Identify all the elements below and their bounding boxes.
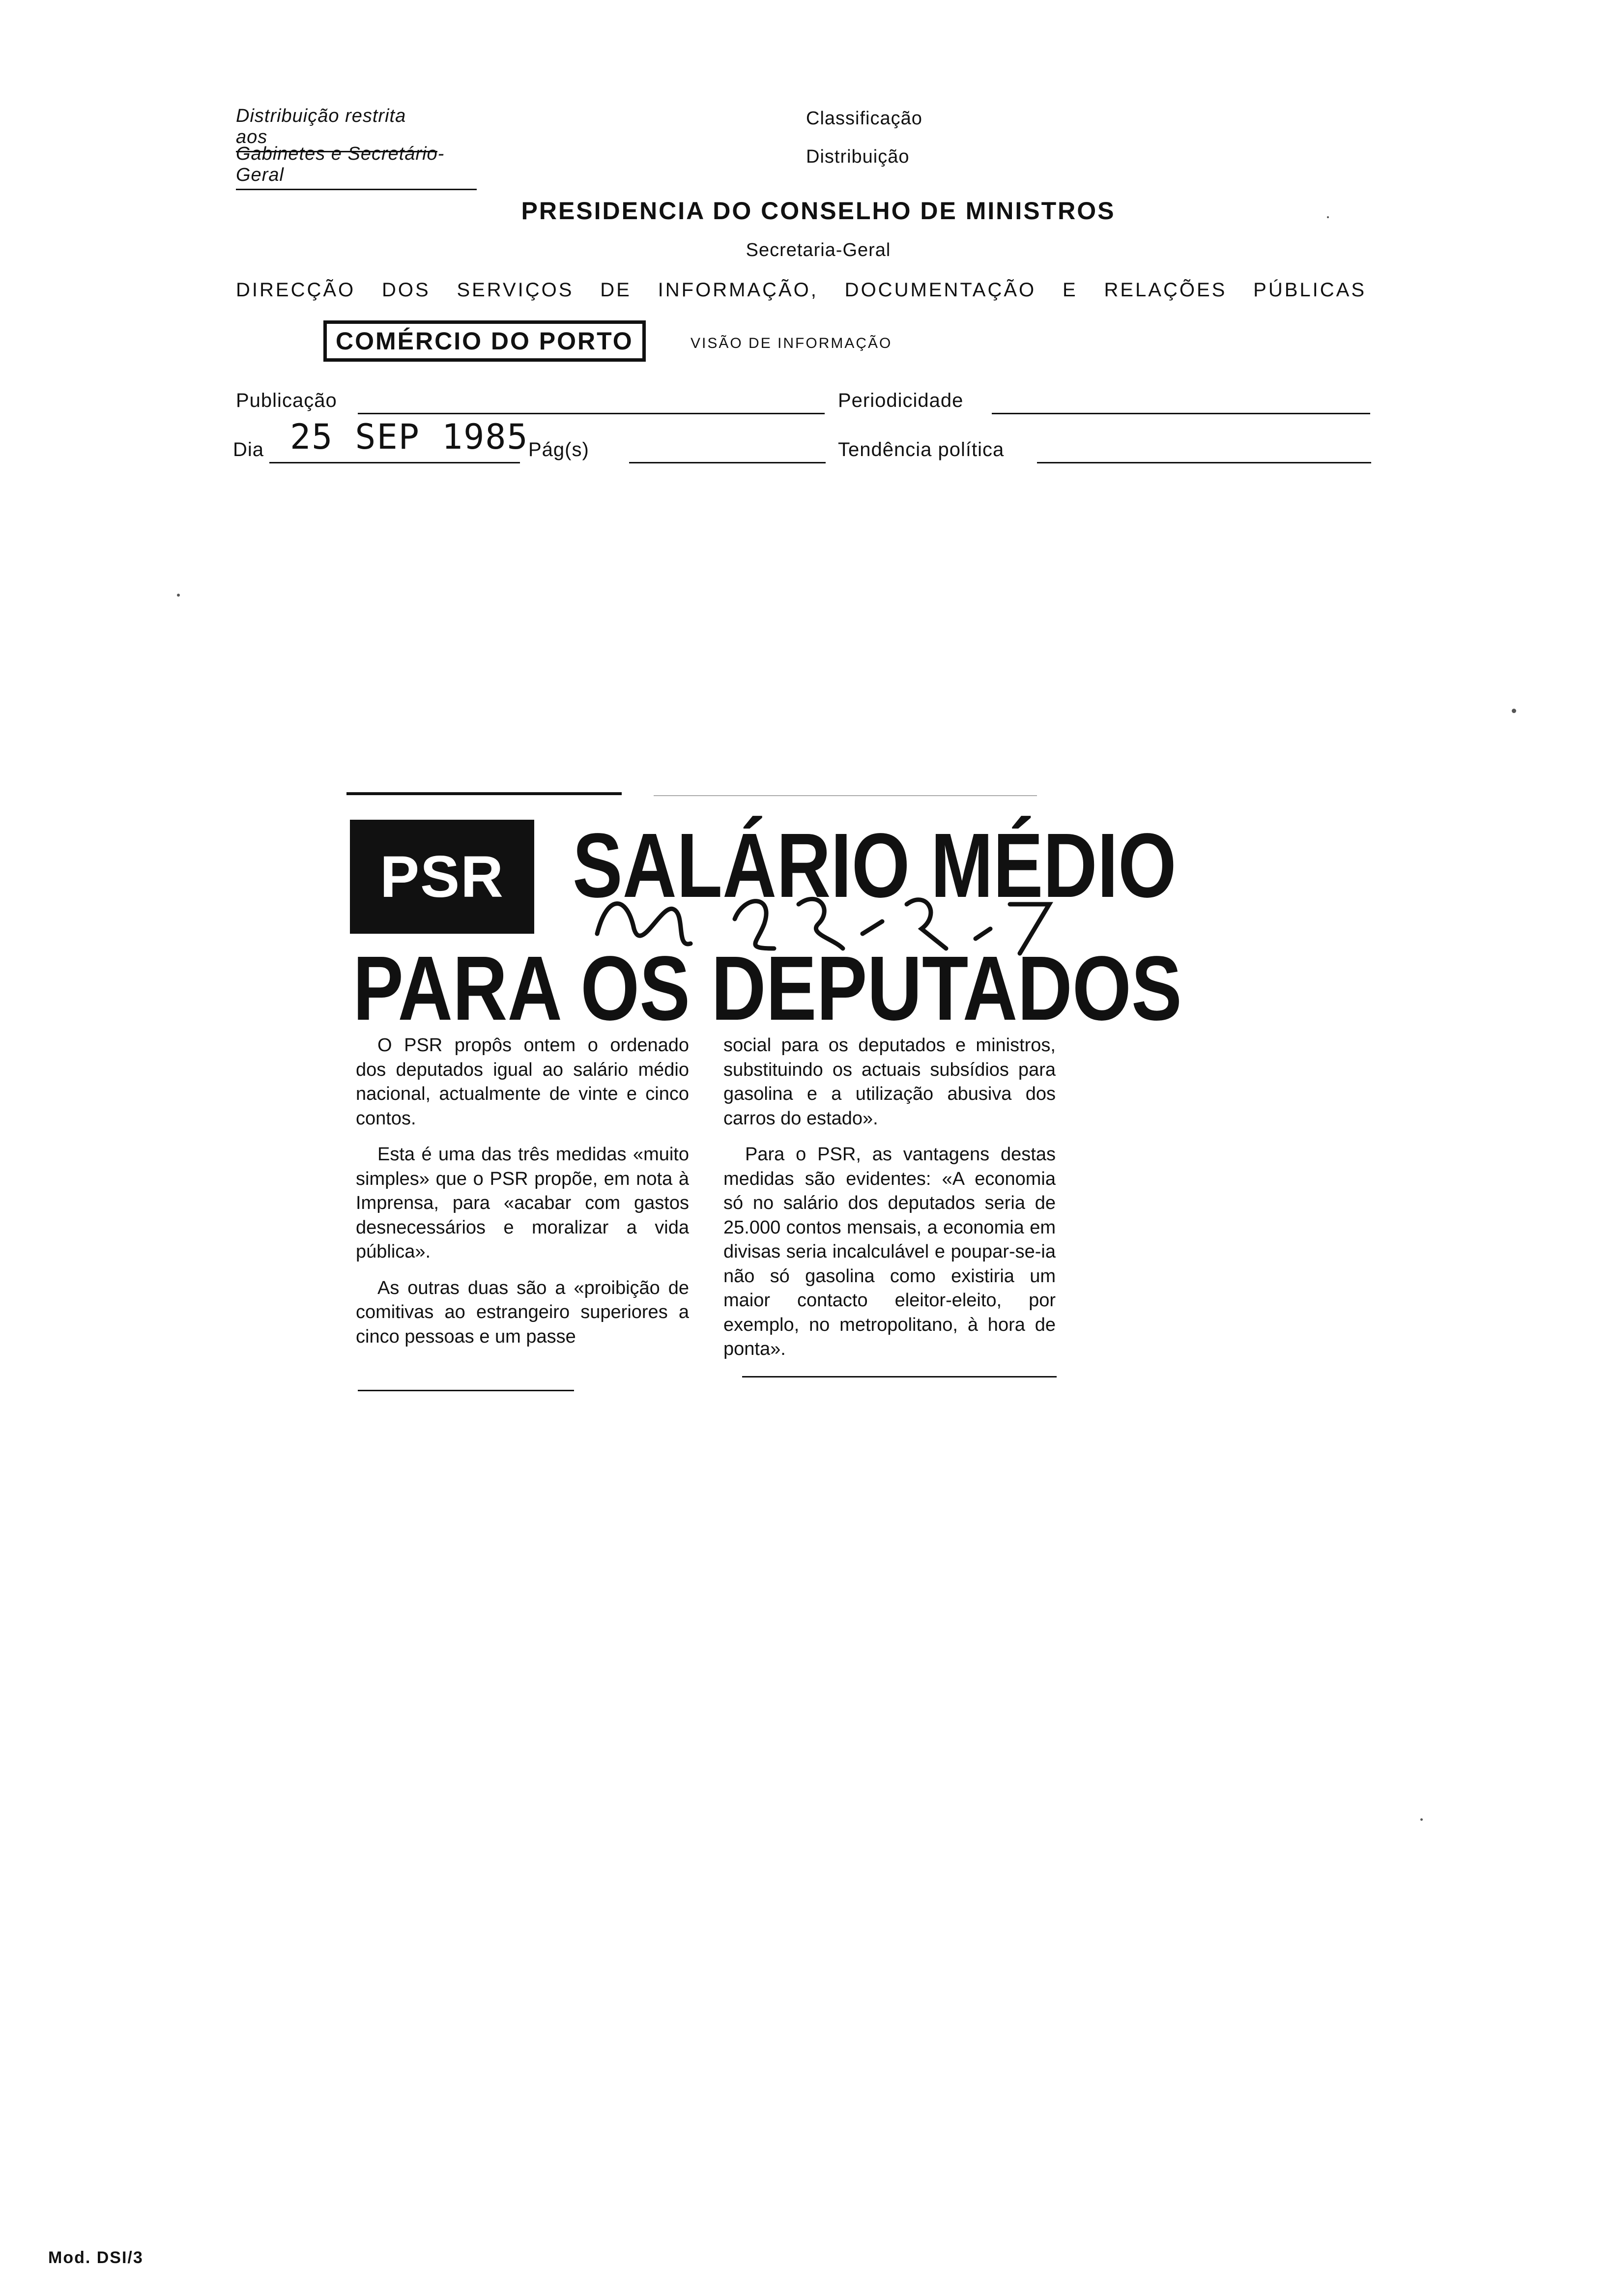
scan-speck <box>1420 1818 1423 1821</box>
distribution-line-2: Gabinetes e Secretário-Geral <box>236 144 477 190</box>
classificacao-label: Classificação <box>806 108 922 129</box>
scan-speck <box>1512 709 1516 713</box>
bottom-rule-left <box>358 1390 574 1391</box>
page-title: PRESIDENCIA DO CONSELHO DE MINISTROS <box>521 197 1116 225</box>
newspaper-stamp: COMÉRCIO DO PORTO <box>323 320 646 362</box>
divisao-label: VISÃO DE INFORMAÇÃO <box>691 335 892 351</box>
article-paragraph: social para os deputados e ministros, substituindo os actuais subsídios para gasolina e a utilização abusiva dos carros do estado». <box>723 1035 1056 1129</box>
scan-speck <box>1327 216 1329 218</box>
page-subtitle: Secretaria-Geral <box>746 240 891 260</box>
publicacao-field <box>358 393 825 414</box>
dia-label: Dia <box>233 439 264 460</box>
article-left-column <box>356 1033 689 1349</box>
distribuicao-label: Distribuição <box>806 146 910 167</box>
article-right-column <box>723 1033 1056 1362</box>
pags-label: Pág(s) <box>528 439 589 460</box>
article-paragraph: Para o PSR, as vantagens destas medidas são evidentes: «A economia só no salário dos deputados seria de 25.000 contos mensais, a economia em divisas seria incalculável e poupar-se-ia não só gasolina como existiria um maior contacto eleitor-eleito, por exemplo, no metropolitano, à hora de ponta». <box>723 1144 1056 1359</box>
periodicidade-label: Periodicidade <box>838 390 964 411</box>
form-code: Mod. DSI/3 <box>48 2248 144 2267</box>
tendencia-label: Tendência política <box>838 439 1005 460</box>
bottom-rule-right <box>742 1376 1057 1378</box>
headline-line-2: PARA OS DEPUTADOS <box>353 938 1182 1039</box>
tendencia-field <box>1037 442 1371 463</box>
publicacao-label: Publicação <box>236 390 337 411</box>
psr-kicker-box: PSR <box>350 820 534 934</box>
scan-speck <box>177 594 180 597</box>
pags-field <box>629 442 826 463</box>
top-rule <box>346 792 622 795</box>
handwritten-annotation <box>587 875 1059 963</box>
article-paragraph: Esta é uma das três medidas «muito simples» que o PSR propõe, em nota à Imprensa, para «acabar com gastos desnecessários e moralizar a vida pública». <box>356 1144 689 1262</box>
direccao-line: DIRECÇÃO DOS SERVIÇOS DE INFORMAÇÃO, DOCUMENTAÇÃO E RELAÇÕES PÚBLICAS <box>236 279 1366 301</box>
article-paragraph: As outras duas são a «proibição de comitivas ao estrangeiro superiores a cinco pessoas e um passe <box>356 1277 689 1347</box>
periodicidade-field <box>992 393 1370 414</box>
date-stamp: 25 SEP 1985 <box>290 417 529 457</box>
headline-line-1: SALÁRIO MÉDIO <box>573 815 1177 917</box>
article-paragraph: O PSR propôs ontem o ordenado dos deputados igual ao salário médio nacional, actualmente de vinte e cinco contos. <box>356 1035 689 1129</box>
distribution-line-1: Distribuição restrita aos <box>236 106 437 152</box>
top-rule-faint <box>654 795 1037 796</box>
